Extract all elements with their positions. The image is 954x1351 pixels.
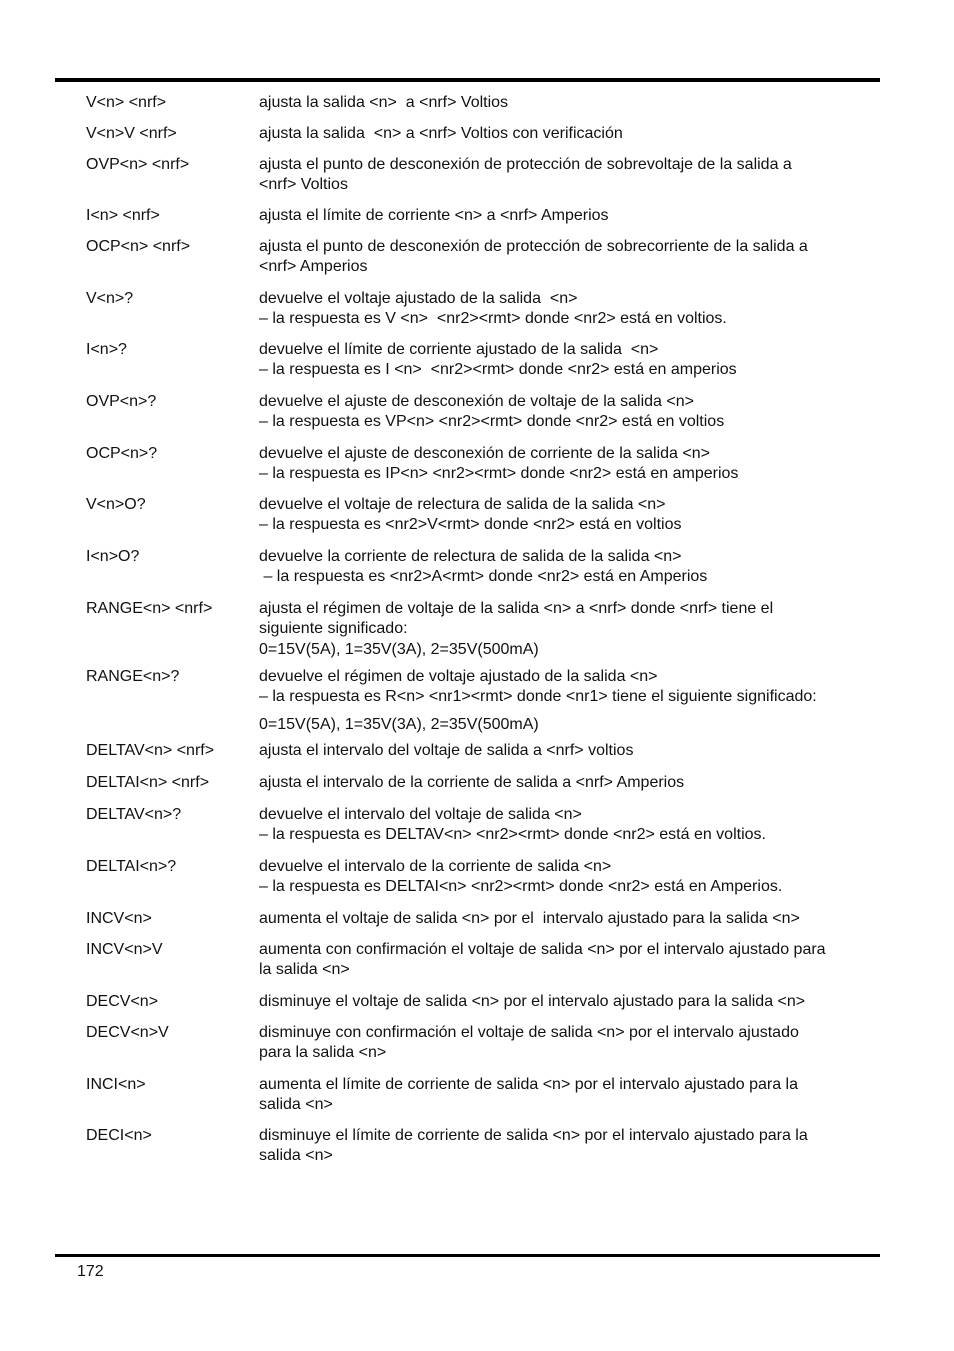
- description-line: ajusta el límite de corriente <n> a <nrf> Amperios: [259, 207, 609, 224]
- command-name: DELTAV<n>?: [86, 806, 182, 823]
- command-description: [259, 940, 886, 980]
- description-line: aumenta el límite de corriente de salida <n> por el intervalo ajustado para la: [259, 1076, 798, 1093]
- command-row: [86, 715, 886, 735]
- description-line: devuelve el límite de corriente ajustado de la salida <n>: [259, 341, 659, 358]
- description-line: aumenta el voltaje de salida <n> por el intervalo ajustado para la salida <n>: [259, 910, 800, 927]
- footer-rule: [55, 1254, 880, 1257]
- description-line: – la respuesta es R<n> <nr1><rmt> donde <nr1> tiene el siguiente significado:: [259, 688, 817, 705]
- command-description: [259, 547, 886, 587]
- command-name: DELTAI<n>?: [86, 858, 177, 875]
- command-name: OCP<n> <nrf>: [86, 238, 191, 255]
- description-line: devuelve el intervalo de la corriente de salida <n>: [259, 858, 612, 875]
- command-row: [86, 444, 886, 484]
- command-name: RANGE<n> <nrf>: [86, 600, 213, 617]
- command-name: INCV<n>V: [86, 941, 163, 958]
- command-description: [259, 1023, 886, 1063]
- command-name: V<n>O?: [86, 496, 146, 513]
- description-line: aumenta con confirmación el voltaje de salida <n> por el intervalo ajustado para: [259, 941, 826, 958]
- description-line: – la respuesta es IP<n> <nr2><rmt> donde <nr2> está en amperios: [259, 465, 739, 482]
- description-line: salida <n>: [259, 1096, 333, 1113]
- command-description: [259, 93, 886, 113]
- command-description: [259, 124, 886, 144]
- command-name: I<n>O?: [86, 548, 140, 565]
- description-line: – la respuesta es DELTAI<n> <nr2><rmt> donde <nr2> está en Amperios.: [259, 878, 783, 895]
- command-name: DECV<n>V: [86, 1024, 169, 1041]
- page-number: 172: [77, 1263, 104, 1280]
- description-line: – la respuesta es DELTAV<n> <nr2><rmt> donde <nr2> está en voltios.: [259, 826, 766, 843]
- command-description: [259, 909, 886, 929]
- command-row: [86, 909, 886, 929]
- description-line: devuelve el ajuste de desconexión de corriente de la salida <n>: [259, 445, 710, 462]
- description-line: ajusta el punto de desconexión de protección de sobrevoltaje de la salida a: [259, 156, 792, 173]
- command-description: [259, 1075, 886, 1115]
- description-line: ajusta el punto de desconexión de protección de sobrecorriente de la salida a: [259, 238, 808, 255]
- command-description: [259, 495, 886, 535]
- command-row: [86, 289, 886, 329]
- description-line: devuelve el voltaje ajustado de la salida <n>: [259, 290, 578, 307]
- header-rule: [55, 78, 880, 82]
- command-description: [259, 392, 886, 432]
- description-line: – la respuesta es V <n> <nr2><rmt> donde <nr2> está en voltios.: [259, 310, 727, 327]
- description-line: 0=15V(5A), 1=35V(3A), 2=35V(500mA): [259, 716, 539, 733]
- description-line: devuelve el régimen de voltaje ajustado de la salida <n>: [259, 668, 658, 685]
- command-row: [86, 340, 886, 380]
- description-line: – la respuesta es I <n> <nr2><rmt> donde <nr2> está en amperios: [259, 361, 737, 378]
- description-line: devuelve el voltaje de relectura de salida de la salida <n>: [259, 496, 666, 513]
- command-row: [86, 1075, 886, 1115]
- command-description: [259, 599, 886, 639]
- command-name: OVP<n> <nrf>: [86, 156, 190, 173]
- command-row: [86, 93, 886, 113]
- command-description: [259, 1126, 886, 1166]
- command-description: [259, 992, 886, 1012]
- description-line: disminuye el límite de corriente de salida <n> por el intervalo ajustado para la: [259, 1127, 808, 1144]
- description-line: ajusta el intervalo del voltaje de salida a <nrf> voltios: [259, 742, 634, 759]
- command-row: [86, 206, 886, 226]
- command-row: [86, 741, 886, 761]
- description-line: <nrf> Voltios: [259, 176, 348, 193]
- command-name: DELTAV<n> <nrf>: [86, 742, 215, 759]
- command-table: [86, 93, 886, 1166]
- command-description: [259, 340, 886, 380]
- description-line: – la respuesta es <nr2>V<rmt> donde <nr2> está en voltios: [259, 516, 682, 533]
- description-line: devuelve la corriente de relectura de salida de la salida <n>: [259, 548, 682, 565]
- command-description: [259, 206, 886, 226]
- command-name: DECV<n>: [86, 993, 159, 1010]
- command-description: [259, 773, 886, 793]
- description-line: – la respuesta es VP<n> <nr2><rmt> donde <nr2> está en voltios: [259, 413, 725, 430]
- command-name: I<n>?: [86, 341, 127, 358]
- command-description: [259, 289, 886, 329]
- description-line: la salida <n>: [259, 961, 350, 978]
- command-name: V<n>V <nrf>: [86, 125, 177, 142]
- command-description: [259, 444, 886, 484]
- command-name: OCP<n>?: [86, 445, 158, 462]
- command-description: [259, 741, 886, 761]
- command-row: [86, 992, 886, 1012]
- description-line: ajusta el intervalo de la corriente de salida a <nrf> Amperios: [259, 774, 685, 791]
- description-line: <nrf> Amperios: [259, 258, 368, 275]
- command-description: [259, 715, 886, 735]
- description-line: – la respuesta es <nr2>A<rmt> donde <nr2> está en Amperios: [259, 568, 708, 585]
- description-line: salida <n>: [259, 1147, 333, 1164]
- command-row: [86, 805, 886, 845]
- command-name: INCV<n>: [86, 910, 152, 927]
- description-line: ajusta la salida <n> a <nrf> Voltios con verificación: [259, 125, 623, 142]
- description-line: devuelve el ajuste de desconexión de voltaje de la salida <n>: [259, 393, 694, 410]
- description-line: 0=15V(5A), 1=35V(3A), 2=35V(500mA): [259, 641, 539, 658]
- description-line: ajusta el régimen de voltaje de la salida <n> a <nrf> donde <nrf> tiene el: [259, 600, 774, 617]
- command-row: [86, 599, 886, 639]
- command-description: [259, 667, 886, 707]
- command-row: [86, 1023, 886, 1063]
- command-row: [86, 940, 886, 980]
- description-line: siguiente significado:: [259, 620, 408, 637]
- command-name: DELTAI<n> <nrf>: [86, 774, 210, 791]
- command-row: [86, 237, 886, 277]
- description-line: disminuye el voltaje de salida <n> por el intervalo ajustado para la salida <n>: [259, 993, 806, 1010]
- command-row: [86, 773, 886, 793]
- command-description: [259, 640, 886, 660]
- command-name: I<n> <nrf>: [86, 207, 160, 224]
- command-description: [259, 237, 886, 277]
- command-row: [86, 547, 886, 587]
- command-name: OVP<n>?: [86, 393, 157, 410]
- command-row: [86, 640, 886, 660]
- command-name: V<n> <nrf>: [86, 94, 167, 111]
- command-description: [259, 155, 886, 195]
- command-row: [86, 667, 886, 707]
- command-row: [86, 857, 886, 897]
- description-line: para la salida <n>: [259, 1044, 387, 1061]
- command-description: [259, 805, 886, 845]
- command-row: [86, 124, 886, 144]
- command-row: [86, 495, 886, 535]
- command-row: [86, 155, 886, 195]
- command-description: [259, 857, 886, 897]
- command-name: RANGE<n>?: [86, 668, 180, 685]
- command-name: V<n>?: [86, 290, 134, 307]
- description-line: disminuye con confirmación el voltaje de salida <n> por el intervalo ajustado: [259, 1024, 799, 1041]
- command-name: INCI<n>: [86, 1076, 146, 1093]
- description-line: ajusta la salida <n> a <nrf> Voltios: [259, 94, 509, 111]
- command-row: [86, 1126, 886, 1166]
- command-name: DECI<n>: [86, 1127, 152, 1144]
- command-row: [86, 392, 886, 432]
- description-line: devuelve el intervalo del voltaje de salida <n>: [259, 806, 582, 823]
